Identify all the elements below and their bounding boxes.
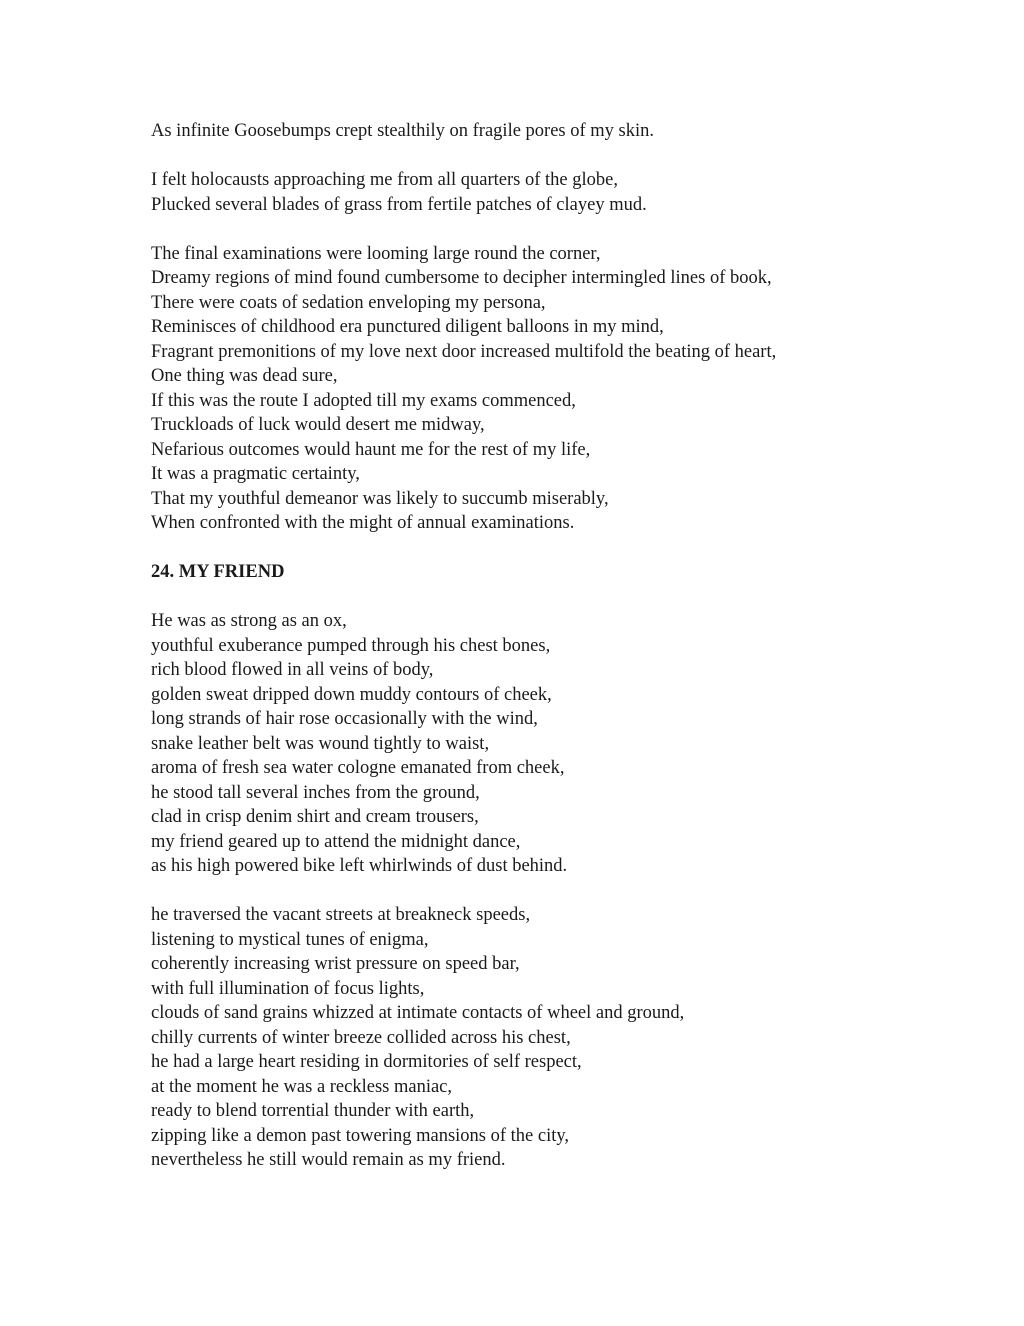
poem-line: he stood tall several inches from the ground,	[151, 782, 480, 803]
poem-line: clad in crisp denim shirt and cream trousers,	[151, 807, 479, 827]
poem-line: golden sweat dripped down muddy contours of cheek,	[151, 684, 552, 705]
stanza-gap	[151, 879, 971, 904]
stanza-gap	[151, 144, 971, 169]
poem-line: Truckloads of luck would desert me midway,	[151, 415, 485, 435]
poem-line: I felt holocausts approaching me from all quarters of the globe,	[151, 170, 618, 190]
stanza-gap	[151, 536, 971, 561]
poem-line: Dreamy regions of mind found cumbersome to decipher intermingled lines of book,	[151, 268, 772, 288]
stanza-goosebumps	[151, 119, 971, 144]
poem-line: with full illumination of focus lights,	[151, 978, 425, 999]
poem-line: listening to mystical tunes of enigma,	[151, 929, 429, 950]
poem-line: One thing was dead sure,	[151, 366, 338, 386]
poem-title: 24. MY FRIEND	[151, 562, 285, 582]
poem-line: The final examinations were looming large round the corner,	[151, 243, 601, 264]
poem-line: long strands of hair rose occasionally with the wind,	[151, 709, 538, 729]
poem-line: snake leather belt was wound tightly to waist,	[151, 733, 490, 754]
poem-line: he traversed the vacant streets at breakneck speeds,	[151, 905, 531, 925]
poem-line: There were coats of sedation enveloping my persona,	[151, 292, 546, 313]
stanza-examinations	[151, 242, 971, 536]
poem-line: youthful exuberance pumped through his chest bones,	[151, 635, 551, 656]
poem-line: as his high powered bike left whirlwinds of dust behind.	[151, 856, 568, 876]
poem-line: Reminisces of childhood era punctured diligent balloons in my mind,	[151, 317, 664, 337]
poem-line: aroma of fresh sea water cologne emanated from cheek,	[151, 758, 565, 778]
poem-line: coherently increasing wrist pressure on speed bar,	[151, 954, 520, 974]
poem-line: clouds of sand grains whizzed at intimate contacts of wheel and ground,	[151, 1003, 685, 1023]
stanza-my-friend-1	[151, 609, 971, 879]
poem-line: As infinite Goosebumps crept stealthily on fragile pores of my skin.	[151, 121, 655, 141]
poem-line: at the moment he was a reckless maniac,	[151, 1076, 453, 1097]
poem-line: nevertheless he still would remain as my friend.	[151, 1150, 506, 1170]
document-page	[151, 119, 971, 1173]
poem-line: rich blood flowed in all veins of body,	[151, 660, 434, 680]
stanza-my-friend-2	[151, 903, 971, 1173]
poem-line: If this was the route I adopted till my exams commenced,	[151, 390, 576, 411]
poem-line: Fragrant premonitions of my love next door increased multifold the beating of heart,	[151, 341, 777, 362]
stanza-holocausts	[151, 168, 971, 217]
poem-line: Plucked several blades of grass from fertile patches of clayey mud.	[151, 194, 647, 215]
poem-line: Nefarious outcomes would haunt me for the rest of my life,	[151, 439, 591, 460]
poem-line: That my youthful demeanor was likely to succumb miserably,	[151, 488, 609, 509]
poem-line: When confronted with the might of annual examinations.	[151, 513, 575, 533]
poem-line: my friend geared up to attend the midnight dance,	[151, 831, 521, 852]
poem-line: zipping like a demon past towering mansions of the city,	[151, 1125, 570, 1146]
poem-line: chilly currents of winter breeze collided across his chest,	[151, 1027, 571, 1048]
poem-line: he had a large heart residing in dormitories of self respect,	[151, 1052, 582, 1072]
poem-line: It was a pragmatic certainty,	[151, 464, 360, 484]
poem-line: He was as strong as an ox,	[151, 611, 347, 631]
stanza-gap	[151, 585, 971, 610]
poem-line: ready to blend torrential thunder with earth,	[151, 1101, 475, 1121]
stanza-gap	[151, 217, 971, 242]
